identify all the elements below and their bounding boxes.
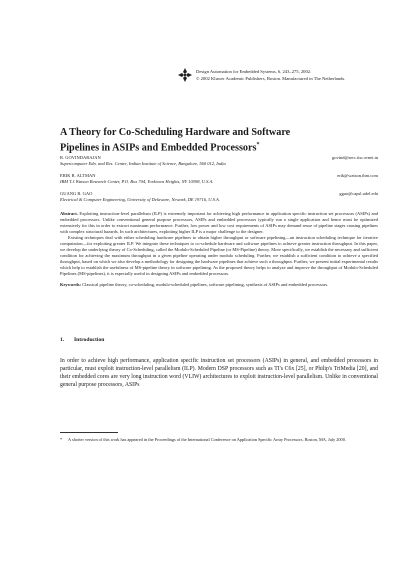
author-email: erik@watson.ibm.com (337, 173, 378, 178)
title-footnote-mark: * (256, 142, 260, 148)
author-email: govind@serc.iisc.ernet.in (331, 155, 378, 160)
abstract-paragraph-1: Exploiting instruction-level parallelism (ILP) is extremely important for achieving high performance in application specific instruction set processors (ASIPs) and embedded processors. Unlike conventional general purpose processors, ASIPs and embedded processors typically run a single application and hence must be optimized extensively for this in order to extract maximum performance. Further, low power and low cost requirements of ASIPs may demand reuse of pipeline stages causing pipelines with complex structural hazards. In such architectures, exploiting higher ILP is a major challenge to the designer. (60, 211, 378, 234)
author-name: GUANG R. GAO (60, 191, 93, 196)
footnote-text: A shorter version of this work has appeared in the Proceedings of the International Conference on Application Specific Array Processors, Boston, MA, July 2000. (68, 437, 346, 442)
abstract-label: Abstract. (60, 211, 78, 216)
footnote (60, 437, 378, 443)
abstract-paragraph-2: Existing techniques deal with either scheduling hardware pipelines to obtain higher throughput or software pipelining—an instruction scheduling technique for iterative computation—for exploiting greater ILP. We integrate these techniques to co-schedule hardware and software pipelines to achieve greater instruction throughput. In this paper, we develop the underlying theory of Co-Scheduling, called the Modulo-Scheduled Pipeline (or MS-Pipeline) theory. More specifically, we establish the necessary and sufficient condition for achieving the maximum throughput in a given pipeline operating under modulo scheduling. Further, we establish a sufficient condition to achieve a specified throughput, based on which we also develop a methodology for designing the hardware pipelines that achieve such a throughput. Further, we present initial experimental results which help to establish the usefulness of MS-pipeline theory in software pipelining. As the proposed theory helps to analyze and improve the throughput of Modulo-Scheduled Pipelines (MS-pipelines), it is especially useful in designing ASIPs and embedded processors. (60, 235, 378, 276)
journal-citation: Design Automation for Embedded Systems, 6, 243–275, 2002. (196, 69, 312, 74)
author-affiliation: Supercomputer Edn. and Res. Centre, Indian Institute of Science, Bangalore, 560 012, India (60, 160, 226, 166)
journal-copyright: © 2002 Kluwer Academic Publishers, Boston. Manufactured in The Netherlands. (196, 75, 346, 81)
intro-paragraph: In order to achieve high performance, application specific instruction set processors (ASIPs) in general, and embedded processors in particular, must exploit instruction-level parallelism (ILP). Modern DSP processors such as TI's C6x [25], or Philip's TriMedia [20], and their embedded cores are very long instruction word (VLIW) architectures to exploit instruction-level parallelism. Unlike in conventional general purpose processors, ASIPs (60, 358, 378, 388)
author-affiliation: Electrical & Computer Engineering, University of Delaware, Newark, DE 19716, U.S.A. (60, 196, 220, 202)
section-number: 1. (60, 337, 65, 343)
author-name: R. GOVINDARAJAN (60, 155, 101, 160)
author-block (60, 155, 378, 166)
keywords-text: Classical pipeline theory, co-scheduling, modulo-scheduled pipelines, software pipelining, synthesis of ASIPs and embedded processors. (82, 282, 329, 287)
footnote-divider (60, 432, 118, 433)
author-block (60, 191, 378, 202)
journal-header (196, 69, 376, 82)
author-affiliation: IBM T.J.Watson Research Center, P.O. Box 704, Yorktown Heights, NY 10598, U.S.A. (60, 178, 214, 184)
paper-title (60, 127, 360, 154)
section-heading (60, 337, 360, 343)
keywords-label: Keywords: (60, 282, 81, 287)
author-email: ggao@capsl.udel.edu (339, 191, 378, 196)
section-title: Introduction (74, 337, 105, 343)
author-block (60, 173, 378, 184)
title-line-1: A Theory for Co-Scheduling Hardware and Software (60, 127, 291, 138)
author-name: ERIK R. ALTMAN (60, 173, 96, 178)
footnote-mark: * (60, 437, 63, 442)
title-line-2: Pipelines in ASIPs and Embedded Processors (60, 142, 257, 154)
abstract (60, 211, 378, 277)
keywords (60, 282, 378, 288)
publisher-logo-icon (178, 68, 192, 82)
